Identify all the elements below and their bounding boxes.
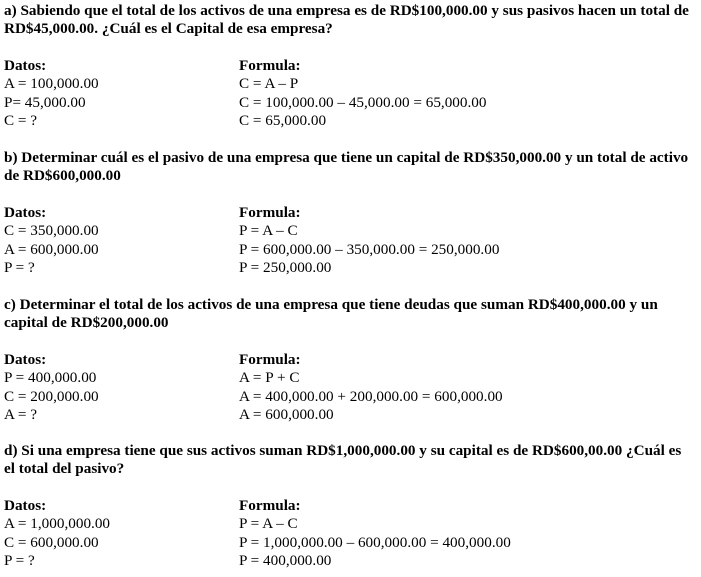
formula-line: P = 250,000.00 bbox=[239, 259, 332, 277]
formula-line: P = 1,000,000.00 – 600,000.00 = 400,000.00 bbox=[239, 533, 511, 551]
datos-heading: Datos: bbox=[4, 56, 47, 74]
formula-line: P = 400,000.00 bbox=[239, 552, 332, 570]
datos-line: A = 1,000,000.00 bbox=[4, 515, 111, 533]
datos-line: C = ? bbox=[4, 112, 38, 130]
problem-c-question: c) Determinar el total de los activos de una empresa que tiene deudas que suman RD$400,000.00 y un capital de RD$200,000.00 bbox=[4, 296, 658, 332]
formula-line: P = A – C bbox=[239, 515, 298, 533]
formula-heading: Formula: bbox=[239, 496, 301, 514]
formula-heading: Formula: bbox=[239, 350, 301, 368]
problem-b-datos bbox=[4, 204, 99, 278]
problem-c-datos bbox=[4, 351, 99, 425]
datos-heading: Datos: bbox=[4, 203, 47, 221]
formula-line: P = 600,000.00 – 350,000.00 = 250,000.00 bbox=[239, 240, 500, 258]
problem-a-question: a) Sabiendo que el total de los activos de una empresa es de RD$100,000.00 y sus pasivos hacen un total de RD$45,000.00. ¿Cuál es el Capital de esa empresa? bbox=[4, 2, 689, 38]
problem-d-formula bbox=[239, 497, 511, 571]
datos-line: P = ? bbox=[4, 552, 35, 570]
problem-d-question: d) Si una empresa tiene que sus activos suman RD$1,000,000.00 y su capital es de RD$600,00.00 ¿Cuál es el total del pasivo? bbox=[4, 442, 682, 478]
problem-b-question: b) Determinar cuál es el pasivo de una empresa que tiene un capital de RD$350,000.00 y un total de activo de RD$600,000.00 bbox=[4, 149, 689, 185]
formula-line: C = 65,000.00 bbox=[239, 112, 327, 130]
problem-a-formula bbox=[239, 57, 486, 131]
formula-line: A = P + C bbox=[239, 369, 300, 387]
formula-heading: Formula: bbox=[239, 56, 301, 74]
formula-line: P = A – C bbox=[239, 222, 298, 240]
datos-heading: Datos: bbox=[4, 350, 47, 368]
formula-line: C = 100,000.00 – 45,000.00 = 65,000.00 bbox=[239, 93, 487, 111]
problem-a-datos bbox=[4, 57, 99, 131]
datos-line: A = 100,000.00 bbox=[4, 75, 99, 93]
problem-c-formula bbox=[239, 351, 503, 425]
datos-line: P = 400,000.00 bbox=[4, 369, 97, 387]
formula-line: A = 400,000.00 + 200,000.00 = 600,000.00 bbox=[239, 387, 503, 405]
datos-line: C = 200,000.00 bbox=[4, 387, 99, 405]
datos-line: P= 45,000.00 bbox=[4, 93, 86, 111]
datos-line: A = 600,000.00 bbox=[4, 240, 99, 258]
problem-b bbox=[4, 149, 694, 277]
datos-line: P = ? bbox=[4, 259, 35, 277]
datos-line: A = ? bbox=[4, 406, 38, 424]
datos-heading: Datos: bbox=[4, 496, 47, 514]
datos-line: C = 350,000.00 bbox=[4, 222, 99, 240]
problem-d bbox=[4, 442, 694, 570]
datos-line: C = 600,000.00 bbox=[4, 533, 99, 551]
problem-d-datos bbox=[4, 497, 110, 571]
formula-heading: Formula: bbox=[239, 203, 301, 221]
formula-line: C = A – P bbox=[239, 75, 299, 93]
formula-line: A = 600,000.00 bbox=[239, 406, 334, 424]
problem-b-formula bbox=[239, 204, 499, 278]
problem-a bbox=[4, 2, 694, 130]
problem-c bbox=[4, 296, 694, 424]
